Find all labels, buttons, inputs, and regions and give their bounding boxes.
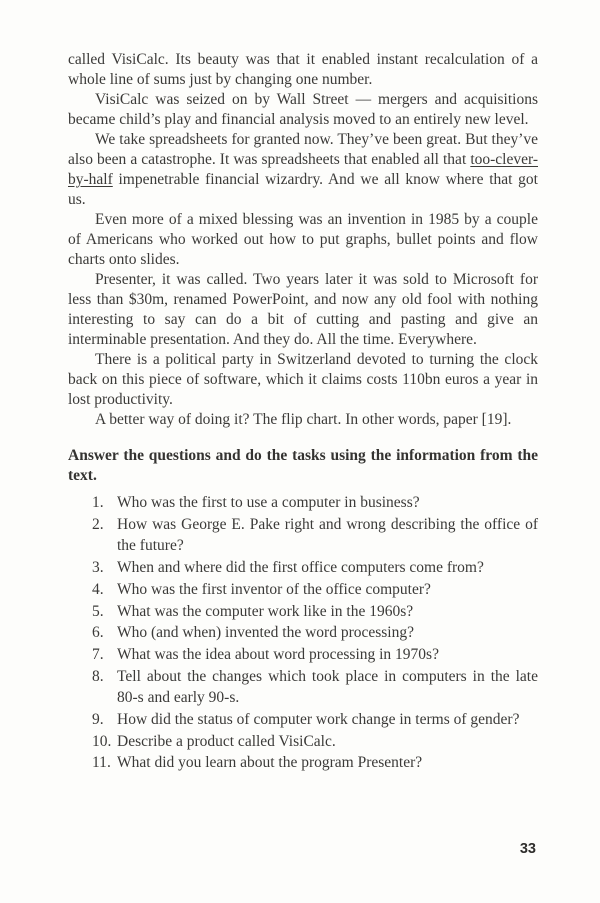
question-item-1: Who was the first to use a computer in business? bbox=[117, 494, 420, 511]
question-item-5: What was the computer work like in the 1960s? bbox=[117, 602, 414, 620]
paragraph-text-post: impenetrable financial wizardry. And we all know where that got us. bbox=[68, 171, 538, 208]
page-number: 33 bbox=[519, 841, 536, 857]
paragraph-text-pre: We take spreadsheets for granted now. They’ve been great. But they’ve also been a catastrophe. It was spreadsheets that enabled all that bbox=[68, 131, 538, 168]
question-item-6: Who (and when) invented the word processing? bbox=[117, 624, 414, 642]
page-content bbox=[68, 50, 538, 774]
paragraph-visicalc-continued: called VisiCalc. Its beauty was that it enabled instant recalculation of a whole line of sums just by changing one number. bbox=[68, 51, 538, 88]
question-item-3: When and where did the first office computers come from? bbox=[117, 559, 484, 577]
paragraph-presenter: Presenter, it was called. Two years later it was sold to Microsoft for less than $30m, renamed PowerPoint, and now any old fool with nothing interesting to say can do a bit of cutting and pasting and give an interminable presentation. And they do. All the time. Everywhere. bbox=[68, 271, 538, 348]
question-item-11: What did you learn about the program Presenter? bbox=[117, 754, 423, 772]
task-heading: Answer the questions and do the tasks using the information from the text. bbox=[68, 447, 538, 484]
questions-list bbox=[68, 492, 538, 774]
paragraph-spreadsheets bbox=[68, 130, 538, 210]
question-item-2: How was George E. Pake right and wrong describing the office of the future? bbox=[117, 515, 538, 555]
question-item-4: Who was the first inventor of the office computer? bbox=[117, 580, 431, 598]
paragraph-flip-chart: A better way of doing it? The flip chart. In other words, paper [19]. bbox=[95, 411, 512, 428]
question-item-9: How did the status of computer work change in terms of gender? bbox=[117, 711, 520, 729]
underlined-phrase: too-clever-by-half bbox=[68, 151, 538, 188]
paragraph-wall-street: VisiCalc was seized on by Wall Street — mergers and acquisitions became child’s play and financial analysis moved to an entirely new level. bbox=[68, 91, 538, 128]
question-item-8: Tell about the changes which took place in computers in the late 80-s and early 90-s. bbox=[117, 667, 538, 707]
question-item-10: Describe a product called VisiCalc. bbox=[117, 732, 336, 750]
paragraph-switzerland: There is a political party in Switzerland devoted to turning the clock back on this piece of software, which it claims costs 110bn euros a year in lost productivity. bbox=[68, 351, 538, 408]
question-item-7: What was the idea about word processing in 1970s? bbox=[117, 645, 439, 663]
paragraph-mixed-blessing: Even more of a mixed blessing was an invention in 1985 by a couple of Americans who worked out how to put graphs, bullet points and flow charts onto slides. bbox=[68, 211, 538, 268]
